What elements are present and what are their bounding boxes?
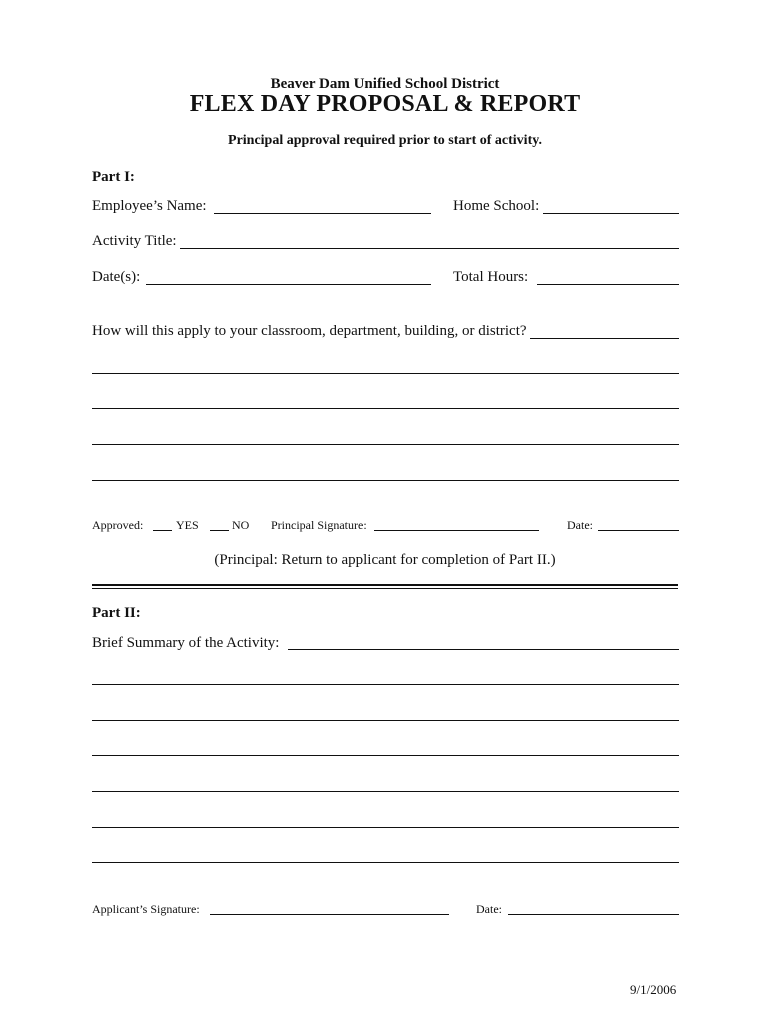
applicant-date-label: Date:	[476, 902, 502, 916]
activity-title-label: Activity Title:	[92, 233, 177, 249]
yes-label: YES	[176, 518, 199, 532]
form-subtitle: Principal approval required prior to start of activity.	[228, 133, 542, 148]
answer-line[interactable]	[92, 480, 679, 481]
yes-checkbox-blank[interactable]	[153, 530, 172, 531]
section-divider	[92, 584, 678, 586]
principal-signature-field[interactable]	[374, 530, 539, 531]
answer-line[interactable]	[92, 408, 679, 409]
approved-label: Approved:	[92, 518, 144, 532]
no-checkbox-blank[interactable]	[210, 530, 229, 531]
employee-name-field[interactable]	[214, 213, 431, 214]
revision-date: 9/1/2006	[630, 982, 677, 997]
part2-heading: Part II:	[92, 605, 141, 621]
answer-line[interactable]	[92, 373, 679, 374]
part1-heading: Part I:	[92, 169, 135, 185]
summary-field[interactable]	[288, 649, 679, 650]
summary-line[interactable]	[92, 684, 679, 685]
dates-field[interactable]	[146, 284, 431, 285]
principal-note: (Principal: Return to applicant for completion of Part II.)	[214, 552, 556, 568]
summary-line[interactable]	[92, 720, 679, 721]
approval-date-label: Date:	[567, 518, 593, 532]
summary-line[interactable]	[92, 791, 679, 792]
applicant-signature-field[interactable]	[210, 914, 449, 915]
total-hours-label: Total Hours:	[453, 269, 529, 285]
application-answer-field[interactable]	[530, 338, 679, 339]
home-school-label: Home School:	[453, 198, 540, 214]
application-question: How will this apply to your classroom, department, building, or district?	[92, 323, 527, 339]
applicant-date-field[interactable]	[508, 914, 679, 915]
applicant-signature-label: Applicant’s Signature:	[92, 902, 200, 916]
form-title: FLEX DAY PROPOSAL & REPORT	[189, 91, 581, 117]
answer-line[interactable]	[92, 444, 679, 445]
employee-name-label: Employee’s Name:	[92, 198, 207, 214]
no-label: NO	[232, 518, 250, 532]
activity-title-field[interactable]	[180, 248, 679, 249]
district-name: Beaver Dam Unified School District	[270, 76, 500, 92]
section-divider	[92, 588, 678, 589]
principal-signature-label: Principal Signature:	[271, 518, 367, 532]
summary-line[interactable]	[92, 862, 679, 863]
dates-label: Date(s):	[92, 269, 141, 285]
approval-date-field[interactable]	[598, 530, 679, 531]
summary-line[interactable]	[92, 827, 679, 828]
total-hours-field[interactable]	[537, 284, 679, 285]
summary-label: Brief Summary of the Activity:	[92, 635, 280, 651]
summary-line[interactable]	[92, 755, 679, 756]
home-school-field[interactable]	[543, 213, 679, 214]
